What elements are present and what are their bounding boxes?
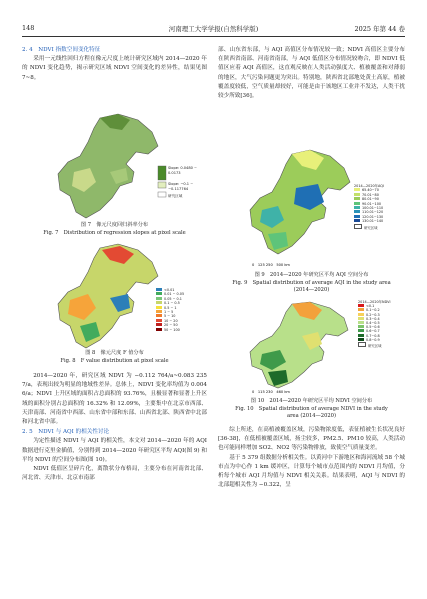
legend-item: 0.5 ~ 1: [156, 306, 184, 310]
legend-item: 70.01~80: [354, 193, 384, 197]
figure-7: [40, 112, 198, 222]
legend-item: 65.40~70: [354, 188, 384, 192]
legend-item: 0.6~0.7: [358, 329, 390, 333]
running-header: [22, 24, 405, 34]
figure-7-caption: 图 7 像元尺度回归斜率分布 Fig. 7 Distribution of regression slopes at pixel scale: [43, 222, 186, 236]
figure-9-caption: 图 9 2014—2020 年研究区平均 AQI 空间分布 Fig. 9 Spatial distribution of average AQI in the study area (2014—2020): [232, 272, 391, 294]
legend-item: 0.2~0.3: [358, 313, 390, 317]
summary-paragraph: 综上所述，在高植被覆盖区域，污染物浓度低，表征植被生长状况良好[36-38]，在低植被覆盖区域，扬尘较多，PM2.5、PM10 较高，人类活动也可能同样增加 SO2、NO2 等污染物排放，致使空气质量变差。: [218, 427, 405, 452]
figure-9: [222, 148, 402, 270]
section-2-5-paragraph-2: NDVI 低值区呈碎片化，离散状分布格局，主要分布在河南省北部、河北省、天津市、北京市南部: [22, 466, 207, 482]
figure-8-caption: 图 8 像元尺度 F 值分布 Fig. 8 F value distribution at pixel scale: [60, 350, 169, 364]
legend-item: 110.01~120: [354, 210, 384, 214]
figure-9-scale: 0 125 250 500 km: [252, 263, 290, 267]
legend-item: 130.01~140: [354, 219, 384, 223]
legend-item: 0.7~0.8: [358, 334, 390, 338]
figure-10: [222, 300, 402, 396]
legend-item: 0.1 ~ 0.5: [156, 301, 184, 305]
journal-title: 河南理工大学学报(自然科学版): [168, 25, 259, 33]
figure-10-caption: 图 10 2014—2020 年研究区平均 NDVI 空间分布 Fig. 10 Spatial distribution of average NDVI in the study area (2014—2020): [235, 398, 388, 420]
page-number: 148: [22, 24, 35, 32]
legend-item: 0.8~0.9: [358, 338, 390, 342]
legend-item: 0.4~0.5: [358, 321, 390, 325]
figure-9-legend: 2014—2020年AQI 65.40~70 70.01~80 80.01~90 90.01~100 100.01~110 110.01~120 120.01~130 130.01~140 研究区域: [354, 184, 384, 230]
figure-7-legend: Slope: 0.0480 ~ 0.0173 Slope: −0.1 ~ −0.117764 研究区域: [168, 166, 198, 198]
legend-item: 0.3~0.4: [358, 317, 390, 321]
ndvi-trend-paragraph: 2014—2020 年，研究区域 NDVI 为 −0.112 764/a~0.083 235 7/a，表现出较为明显的地域性差异。总体上，NDVI 变化率均值为 0.004 6/a；NDVI 上升区域的面积占总面积的 93.76%，且极显著和显著上升区域的面积分别占总面积的 16.32% 和 12.09%，主要集中在北京市西部、天津南部、河南省中西部、山东省中部和东部、山西省北部、陕西省中北部和河北省中部。: [22, 373, 207, 426]
legend-item: 1 ~ 5: [156, 310, 184, 314]
left-column: [22, 46, 207, 83]
section-2-5-title: 2. 5 NDVI 与 AQI 的相关性讨论: [22, 429, 110, 436]
figure-8: [40, 242, 190, 350]
figure-10-legend: 2014—2020年NDVI <0.1 0.1~0.2 0.2~0.3 0.3~0.4 0.4~0.5 0.5~0.6 0.6~0.7 0.7~0.8 0.8~0.9 研究区域: [358, 300, 391, 349]
legend-item: 0.01 ~ 0.05: [156, 292, 184, 296]
legend-item: 5 ~ 10: [156, 314, 184, 318]
legend-item: 20 ~ 50: [156, 323, 184, 327]
right-column-top: [218, 46, 405, 101]
legend-item: <0.1: [358, 304, 390, 308]
legend-item: 120.01~130: [354, 215, 384, 219]
figure-10-scale: 0 115 230 460 km: [252, 390, 290, 394]
correlation-paragraph: 基于 5 379 组数据分析相关性。以黄河中下游地区和海河流域 58 个城市点为中心作 1 km 缓冲区，计算每个城市点范围内的 NDVI 月均值，分析每个城市 AQI 月均值与 NDVI 相关关系。结果表明，AQI 与 NDVI 的北部超相关性为 −0.322，呈: [218, 454, 405, 489]
figure-8-legend: [156, 288, 184, 332]
legend-item: 50 ~ 100: [156, 328, 184, 332]
aqi-ndvi-paragraph: 部、山东省东部，与 AQI 高值区分布情况较一致；NDVI 高值区主要分布在陕西省南部、河南省南部，与 AQI 低值区分布情况较吻合，即 NDVI 低值区应着 AQI 高值区，这直观反映在人类活动强度大、植被覆盖和对薄弱的地区，大气污染问题更为突出。特别地，陕西省北部地处黄土高原，植被覆盖度较低，空气质量却较好，可能是由于该地区工业并不发达，人类干扰较少所致[36]。: [218, 47, 405, 100]
right-column-lower: [218, 426, 405, 490]
legend-item: 100.01~110: [354, 206, 384, 210]
legend-item: 0.05 ~ 0.1: [156, 297, 184, 301]
legend-item: 0.5~0.6: [358, 325, 390, 329]
header-rule: [22, 36, 405, 37]
section-2-5-paragraph-1: 为定性描述 NDVI 与 AQI 的相关性，本文对 2014—2020 年的 AQI 数据进行克里金插值，分别得到 2014—2020 年研究区平均 AQI(图 9) 和平均 NDVI 的空间分布图(图 10)。: [22, 438, 207, 463]
legend-item: <0.01: [156, 288, 184, 292]
left-column-lower: [22, 372, 207, 483]
section-2-4-title: 2. 4 NDVI 指数空间变化特征: [22, 47, 101, 53]
legend-item: 研究区域: [354, 224, 384, 230]
legend-item: 0.1~0.2: [358, 308, 390, 312]
volume-info: 2025 年第 44 卷: [354, 25, 405, 33]
legend-item: 80.01~90: [354, 197, 384, 201]
legend-item: 研究区域: [358, 342, 390, 348]
legend-item: 90.01~100: [354, 202, 384, 206]
section-2-4-paragraph: 采用一元线性回归方程在像元尺度上统计研究区域内 2014—2020 年的 NDVI 变化趋势，揭示研究区域 NDVI 空间变化的差异性，结果见图 7~8。: [22, 56, 207, 81]
legend-item: 10 ~ 20: [156, 319, 184, 323]
